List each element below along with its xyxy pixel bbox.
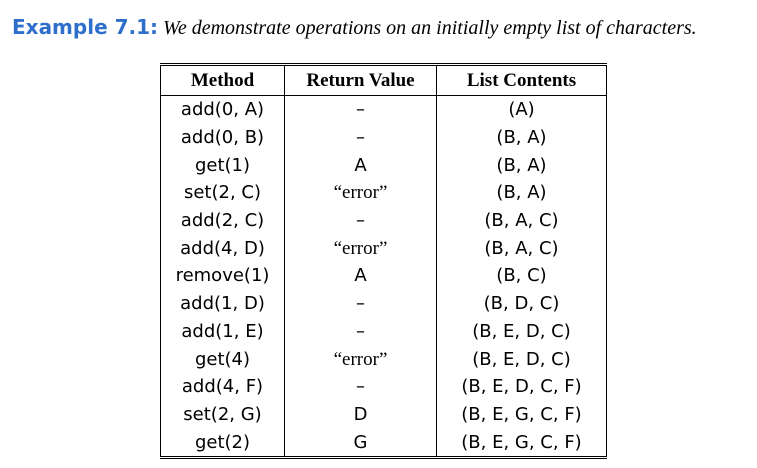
return-value-cell: “error” (285, 179, 437, 207)
return-value-cell: – (285, 290, 437, 318)
method-cell: set(2, C) (161, 179, 285, 207)
return-value-cell: D (285, 401, 437, 429)
method-cell: get(4) (161, 345, 285, 373)
list-contents-cell: (B, E, G, C, F) (437, 401, 607, 429)
example-label: Example 7.1: (12, 15, 159, 39)
header-list-contents: List Contents (437, 65, 607, 96)
list-contents-cell: (B, A) (437, 124, 607, 152)
operations-table (160, 63, 607, 459)
return-value-cell: A (285, 151, 437, 179)
list-contents-cell: (B, D, C) (437, 290, 607, 318)
return-value-cell: – (285, 96, 437, 124)
method-cell: add(4, F) (161, 373, 285, 401)
table-body (161, 96, 607, 458)
method-cell: add(0, B) (161, 124, 285, 152)
method-cell: get(1) (161, 151, 285, 179)
example-caption (12, 14, 697, 41)
list-contents-cell: (B, E, D, C, F) (437, 373, 607, 401)
method-cell: get(2) (161, 428, 285, 457)
list-contents-cell: (A) (437, 96, 607, 124)
method-cell: add(2, C) (161, 207, 285, 235)
list-contents-cell: (B, A, C) (437, 207, 607, 235)
return-value-cell: “error” (285, 234, 437, 262)
method-cell: add(4, D) (161, 234, 285, 262)
list-contents-cell: (B, A) (437, 151, 607, 179)
method-cell: add(0, A) (161, 96, 285, 124)
method-cell: set(2, G) (161, 401, 285, 429)
list-contents-cell: (B, E, G, C, F) (437, 428, 607, 457)
return-value-cell: – (285, 373, 437, 401)
list-contents-cell: (B, E, D, C) (437, 318, 607, 346)
return-value-cell: A (285, 262, 437, 290)
table-row (161, 262, 607, 290)
table-row (161, 96, 607, 124)
method-cell: remove(1) (161, 262, 285, 290)
table-row (161, 151, 607, 179)
operations-table-container (160, 63, 606, 459)
header-return-value: Return Value (285, 65, 437, 96)
table-row (161, 124, 607, 152)
table-row (161, 318, 607, 346)
return-value-cell: – (285, 318, 437, 346)
return-value-cell: G (285, 428, 437, 457)
example-description: We demonstrate operations on an initially empty list of characters. (163, 17, 697, 39)
list-contents-cell: (B, E, D, C) (437, 345, 607, 373)
list-contents-cell: (B, C) (437, 262, 607, 290)
table-row (161, 401, 607, 429)
header-method: Method (161, 65, 285, 96)
return-value-cell: – (285, 207, 437, 235)
table-row (161, 345, 607, 373)
table-row (161, 234, 607, 262)
method-cell: add(1, E) (161, 318, 285, 346)
table-row (161, 290, 607, 318)
table-row (161, 179, 607, 207)
table-row (161, 373, 607, 401)
table-header-row (161, 65, 607, 96)
list-contents-cell: (B, A) (437, 179, 607, 207)
method-cell: add(1, D) (161, 290, 285, 318)
table-row (161, 428, 607, 457)
list-contents-cell: (B, A, C) (437, 234, 607, 262)
return-value-cell: – (285, 124, 437, 152)
table-row (161, 207, 607, 235)
return-value-cell: “error” (285, 345, 437, 373)
